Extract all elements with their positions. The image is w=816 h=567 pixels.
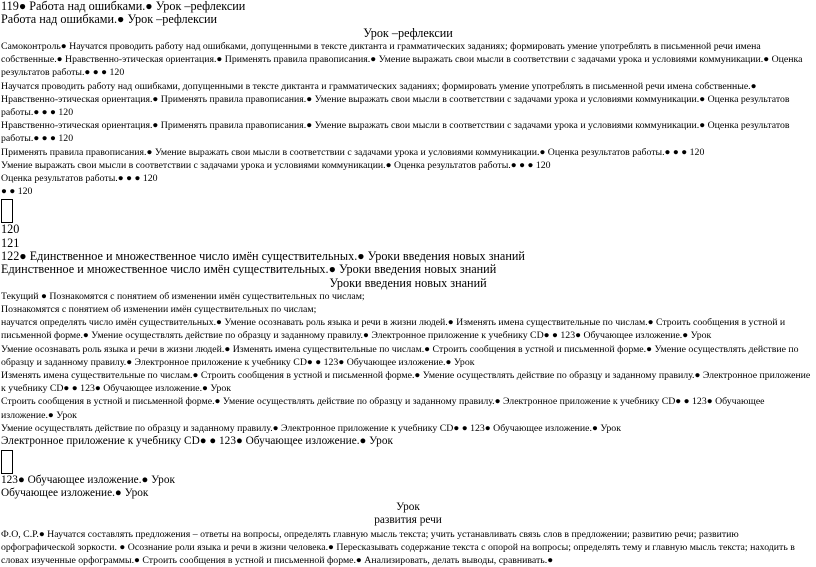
text-line: Работа над ошибками.● Урок –рефлексии bbox=[1, 13, 218, 27]
text-line: Оценка результатов работы.● ● ● 120 bbox=[1, 172, 158, 184]
text-line: Урок –рефлексии bbox=[363, 26, 453, 40]
text-line: 123● Обучающее изложение.● Урок bbox=[1, 473, 175, 486]
text-line: ● ● 120 bbox=[1, 186, 33, 198]
text-line: Обучающее изложение.● Урок bbox=[1, 487, 149, 500]
text-line: Строить сообщения в устной и письменной форме.● Умение осуществлять действие по образцу и заданному правилу.● Электронное приложение к учебнику CD● ● 123● Обучающее изложение.● Урок bbox=[1, 396, 765, 421]
text-line: Электронное приложение к учебнику CD● ● 123● Обучающее изложение.● Урок bbox=[1, 435, 393, 448]
text-line: Изменять имена существительные по числам.● Строить сообщения в устной и письменной форме.● Умение осуществлять действие по образцу и заданному правилу.● Электронное приложение к учебнику CD● ● 123● Обучающее изложение.● Урок bbox=[1, 370, 811, 395]
text-line: Умение осуществлять действие по образцу и заданному правилу.● Электронное приложение к учебнику CD● ● 123● Обучающее изложение.● Урок bbox=[1, 422, 621, 434]
text-line: Текущий ● Познакомятся с понятием об изменении имён существительных по числам; bbox=[1, 290, 365, 302]
text-line: Умение выражать свои мысли в соответствии с задачами урока и условиями коммуникации.● Оценка результатов работы.● ● ● 120 bbox=[1, 159, 551, 171]
document-page bbox=[1, 0, 815, 567]
text-line: 120 bbox=[1, 223, 20, 237]
text-line: 122● Единственное и множественное число имён существительных.● Уроки введения новых знаний bbox=[1, 249, 525, 263]
text-line: 121 bbox=[1, 236, 20, 250]
text-line: развития речи bbox=[374, 514, 442, 527]
text-line: Единственное и множественное число имён существительных.● Уроки введения новых знаний bbox=[1, 263, 497, 277]
text-line: Нравственно-этическая ориентация.● Применять правила правописания.● Умение выражать свои мысли в соответствии с задачами урока и условиями коммуникации.● Оценка результатов работы.● ● ● 120 bbox=[1, 120, 790, 145]
text-line: Применять правила правописания.● Умение выражать свои мысли в соответствии с задачами урока и условиями коммуникации.● Оценка результатов работы.● ● ● 120 bbox=[1, 146, 705, 158]
empty-cell-box bbox=[1, 450, 13, 474]
text-line: Умение осознавать роль языка и речи в жизни людей.● Изменять имена существительные по числам.● Строить сообщения в устной и письменной форме.● Умение осуществлять действие по образцу и заданному правилу.● Электронное приложение к учебнику CD● ● 123● Обучающее изложение.● Урок bbox=[1, 343, 799, 368]
text-line: Самоконтроль● Научатся проводить работу над ошибками, допущенными в тексте диктанта и грамматических заданиях; формировать умение употреблять в письменной речи имена собственные.● Нравственно-этическая ориентация.● Применять правила правописания.● Умение выражать свои мысли в соответствии с задачами урока и условиями коммуникации.● Оценка результатов работы.● ● ● 120 bbox=[1, 40, 803, 79]
text-line: Ф.О, С.Р.● Научатся составлять предложения – ответы на вопросы, определять главную мысль текста; учить устанавливать связь слов в предложении; развитию речи; развитию орфографической зоркости. ● Осознание роли языка и речи в жизни человека.● Пересказывать содержание текста с опорой на вопросы; определять тему и главную мысль текста; находить в словах изученные орфограммы.● Строить сообщения в устной и письменной форме.● Анализировать, делать выводы, сравнивать.● bbox=[1, 528, 795, 566]
text-line: научатся определять число имён существительных.● Умение осознавать роль языка и речи в жизни людей.● Изменять имена существительные по числам.● Строить сообщения в устной и письменной форме.● Умение осуществлять действие по образцу и заданному правилу.● Электронное приложение к учебнику CD● ● 123● Обучающее изложение.● Урок bbox=[1, 317, 786, 342]
text-line: Научатся проводить работу над ошибками, допущенными в тексте диктанта и грамматических заданиях; формировать умение употреблять в письменной речи имена собственные.● Нравственно-этическая ориентация.● Применять правила правописания.● Умение выражать свои мысли в соответствии с задачами урока и условиями коммуникации.● Оценка результатов работы.● ● ● 120 bbox=[1, 80, 790, 118]
empty-cell-box bbox=[1, 199, 13, 223]
text-line: 119● Работа над ошибками.● Урок –рефлексии bbox=[1, 0, 246, 13]
text-line: Познакомятся с понятием об изменении имён существительных по числам; bbox=[1, 304, 317, 316]
text-line: Урок bbox=[396, 500, 420, 513]
text-line: Уроки введения новых знаний bbox=[329, 276, 487, 290]
